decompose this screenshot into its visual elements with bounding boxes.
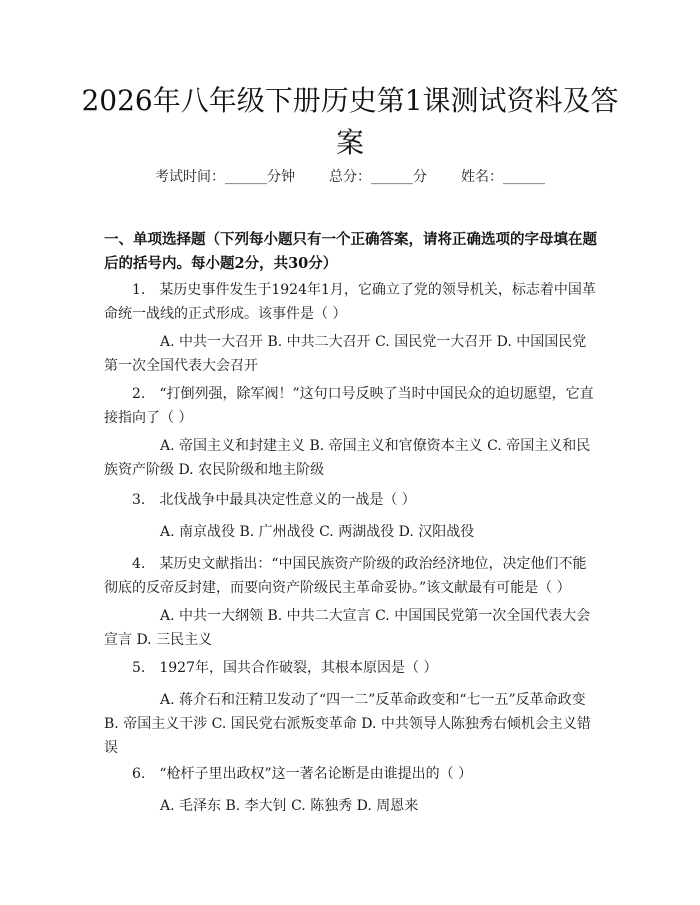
question-6-options: A. 毛泽东 B. 李大钊 C. 陈独秀 D. 周恩来: [160, 798, 419, 814]
question-4-number: 4.: [132, 556, 146, 572]
student-name-field: 姓名：______: [461, 169, 545, 185]
question-6-text: “枪杆子里出政权”这一著名论断是由谁提出的（ ）: [159, 766, 473, 782]
question-1-number: 1.: [132, 282, 146, 298]
question-1-options: A. 中共一大召开 B. 中共二大召开 C. 国民党一大召开 D. 中国国民党第一次全国代表大会召开: [104, 334, 587, 374]
question-3-number: 3.: [132, 492, 146, 508]
question-1-text: 某历史事件发生于1924年1月，它确立了党的领导机关，标志着中国革命统一战线的正式形成。该事件是（ ）: [104, 282, 596, 322]
question-3-text: 北伐战争中最具决定性意义的一战是（ ）: [159, 492, 416, 508]
question-4-stem: [104, 552, 600, 600]
section-heading: 一、单项选择题（下列每小题只有一个正确答案，请将正确选项的字母填在题后的括号内。每小题2分，共30分）: [104, 231, 597, 272]
question-5-stem: [104, 656, 600, 680]
page-title: 2026年八年级下册历史第1课测试资料及答案: [81, 84, 619, 159]
question-2-options: A. 帝国主义和封建主义 B. 帝国主义和官僚资本主义 C. 帝国主义和民族资产阶级 D. 农民阶级和地主阶级: [104, 438, 591, 478]
question-4-options: A. 中共一大纲领 B. 中共二大宣言 C. 中国国民党第一次全国代表大会宣言 D. 三民主义: [104, 608, 591, 648]
exam-info-line: [0, 166, 700, 188]
question-6-number: 6.: [132, 766, 146, 782]
question-2-text: “打倒列强，除军阀！”这句口号反映了当时中国民众的迫切愿望，它直接指向了（ ）: [104, 386, 594, 426]
question-3-stem: [104, 488, 600, 512]
question-4-text: 某历史文献指出：“中国民族资产阶级的政治经济地位，决定他们不能彻底的反帝反封建，而要向资产阶级民主革命妥协。”该文献最有可能是（ ）: [104, 556, 587, 596]
question-5-options: A. 蒋介石和汪精卫发动了“四一二”反革命政变和“七一五”反革命政变 B. 帝国主义干涉 C. 国民党右派叛变革命 D. 中共领导人陈独秀右倾机会主义错误: [104, 692, 591, 756]
question-5-number: 5.: [132, 660, 146, 676]
question-1-stem: [104, 278, 600, 326]
question-2-stem: [104, 382, 600, 430]
question-5-text: 1927年，国共合作破裂，其根本原因是（ ）: [159, 660, 438, 676]
exam-time-field: 考试时间：______分钟: [155, 169, 295, 185]
total-score-field: 总分：______分: [329, 169, 427, 185]
question-6-stem: [104, 762, 600, 786]
question-2-number: 2.: [132, 386, 146, 402]
question-3-options: A. 南京战役 B. 广州战役 C. 两湖战役 D. 汉阳战役: [160, 524, 475, 540]
